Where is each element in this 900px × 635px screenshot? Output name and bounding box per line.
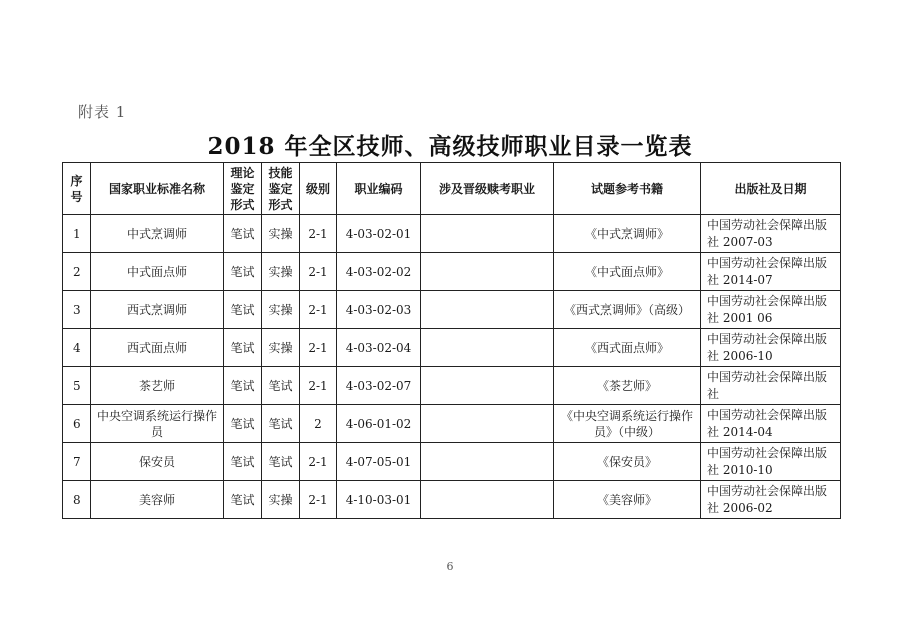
row-related xyxy=(421,253,554,291)
row-level: 2-1 xyxy=(300,329,337,367)
table-row xyxy=(63,443,841,481)
document-title: 2018 年全区技师、高级技师职业目录一览表 xyxy=(207,133,693,160)
row-skill: 实操 xyxy=(262,253,300,291)
row-related xyxy=(421,367,554,405)
row-name: 西式烹调师 xyxy=(91,291,224,329)
row-skill: 实操 xyxy=(262,291,300,329)
header-theory-line-3: 形式 xyxy=(230,197,255,212)
row-skill: 实操 xyxy=(262,329,300,367)
header-theory-line-1: 理论 xyxy=(230,165,255,180)
row-level: 2-1 xyxy=(300,215,337,253)
row-publisher: 中国劳动社会保障出版社 2014-07 xyxy=(701,253,841,291)
row-book: 《保安员》 xyxy=(554,443,701,481)
row-seq: 6 xyxy=(63,405,91,443)
row-skill: 笔试 xyxy=(262,405,300,443)
row-theory: 笔试 xyxy=(224,215,262,253)
row-seq: 7 xyxy=(63,443,91,481)
header-seq-line-2: 号 xyxy=(70,189,83,204)
row-theory: 笔试 xyxy=(224,481,262,519)
row-name: 中式面点师 xyxy=(91,253,224,291)
row-name: 西式面点师 xyxy=(91,329,224,367)
row-code: 4-10-03-01 xyxy=(337,481,421,519)
row-level: 2-1 xyxy=(300,481,337,519)
row-related xyxy=(421,481,554,519)
row-related xyxy=(421,291,554,329)
header-level: 级别 xyxy=(300,163,337,215)
header-book: 试题参考书籍 xyxy=(554,163,701,215)
row-publisher: 中国劳动社会保障出版社 2006-10 xyxy=(701,329,841,367)
row-seq: 4 xyxy=(63,329,91,367)
row-theory: 笔试 xyxy=(224,291,262,329)
row-level: 2 xyxy=(300,405,337,443)
row-publisher: 中国劳动社会保障出版社 2006-02 xyxy=(701,481,841,519)
row-book: 《西式烹调师》（高级） xyxy=(554,291,701,329)
row-publisher: 中国劳动社会保障出版社 2010-10 xyxy=(701,443,841,481)
row-code: 4-03-02-02 xyxy=(337,253,421,291)
occupation-catalog-table xyxy=(62,162,841,519)
row-name: 中央空调系统运行操作员 xyxy=(91,405,224,443)
header-skill-line-1: 技能 xyxy=(268,165,293,180)
table-row xyxy=(63,367,841,405)
row-publisher: 中国劳动社会保障出版社 2001 06 xyxy=(701,291,841,329)
header-theory xyxy=(224,163,262,215)
table-row xyxy=(63,405,841,443)
row-name: 茶艺师 xyxy=(91,367,224,405)
table-row xyxy=(63,329,841,367)
row-code: 4-07-05-01 xyxy=(337,443,421,481)
row-book: 《美容师》 xyxy=(554,481,701,519)
header-skill xyxy=(262,163,300,215)
row-theory: 笔试 xyxy=(224,367,262,405)
table-row xyxy=(63,253,841,291)
row-code: 4-06-01-02 xyxy=(337,405,421,443)
row-skill: 笔试 xyxy=(262,367,300,405)
row-code: 4-03-02-03 xyxy=(337,291,421,329)
row-name: 保安员 xyxy=(91,443,224,481)
row-theory: 笔试 xyxy=(224,253,262,291)
header-publisher: 出版社及日期 xyxy=(701,163,841,215)
header-seq-line-1: 序 xyxy=(70,173,83,188)
row-book: 《中式面点师》 xyxy=(554,253,701,291)
row-seq: 1 xyxy=(63,215,91,253)
row-publisher: 中国劳动社会保障出版社 xyxy=(701,367,841,405)
attachment-label: 附表 1 xyxy=(78,103,127,121)
table-row xyxy=(63,291,841,329)
table-row xyxy=(63,481,841,519)
row-seq: 8 xyxy=(63,481,91,519)
row-theory: 笔试 xyxy=(224,329,262,367)
row-seq: 5 xyxy=(63,367,91,405)
header-skill-line-2: 鉴定 xyxy=(268,181,293,196)
table-header-row xyxy=(63,163,841,215)
row-name: 中式烹调师 xyxy=(91,215,224,253)
header-code: 职业编码 xyxy=(337,163,421,215)
page-number: 6 xyxy=(446,560,454,573)
row-related xyxy=(421,329,554,367)
header-skill-line-3: 形式 xyxy=(268,197,293,212)
row-skill: 笔试 xyxy=(262,443,300,481)
row-book: 《西式面点师》 xyxy=(554,329,701,367)
row-related xyxy=(421,405,554,443)
row-level: 2-1 xyxy=(300,367,337,405)
row-related xyxy=(421,215,554,253)
row-book: 《中央空调系统运行操作员》（中级） xyxy=(554,405,701,443)
header-related: 涉及晋级赎考职业 xyxy=(421,163,554,215)
row-theory: 笔试 xyxy=(224,443,262,481)
row-skill: 实操 xyxy=(262,215,300,253)
header-theory-line-2: 鉴定 xyxy=(230,181,255,196)
row-code: 4-03-02-04 xyxy=(337,329,421,367)
row-level: 2-1 xyxy=(300,291,337,329)
row-code: 4-03-02-01 xyxy=(337,215,421,253)
row-book: 《中式烹调师》 xyxy=(554,215,701,253)
row-seq: 2 xyxy=(63,253,91,291)
header-seq xyxy=(63,163,91,215)
row-related xyxy=(421,443,554,481)
row-book: 《茶艺师》 xyxy=(554,367,701,405)
header-name: 国家职业标准名称 xyxy=(91,163,224,215)
row-seq: 3 xyxy=(63,291,91,329)
row-level: 2-1 xyxy=(300,253,337,291)
row-code: 4-03-02-07 xyxy=(337,367,421,405)
row-name: 美容师 xyxy=(91,481,224,519)
row-level: 2-1 xyxy=(300,443,337,481)
row-skill: 实操 xyxy=(262,481,300,519)
row-theory: 笔试 xyxy=(224,405,262,443)
row-publisher: 中国劳动社会保障出版社 2014-04 xyxy=(701,405,841,443)
table-row xyxy=(63,215,841,253)
row-publisher: 中国劳动社会保障出版社 2007-03 xyxy=(701,215,841,253)
